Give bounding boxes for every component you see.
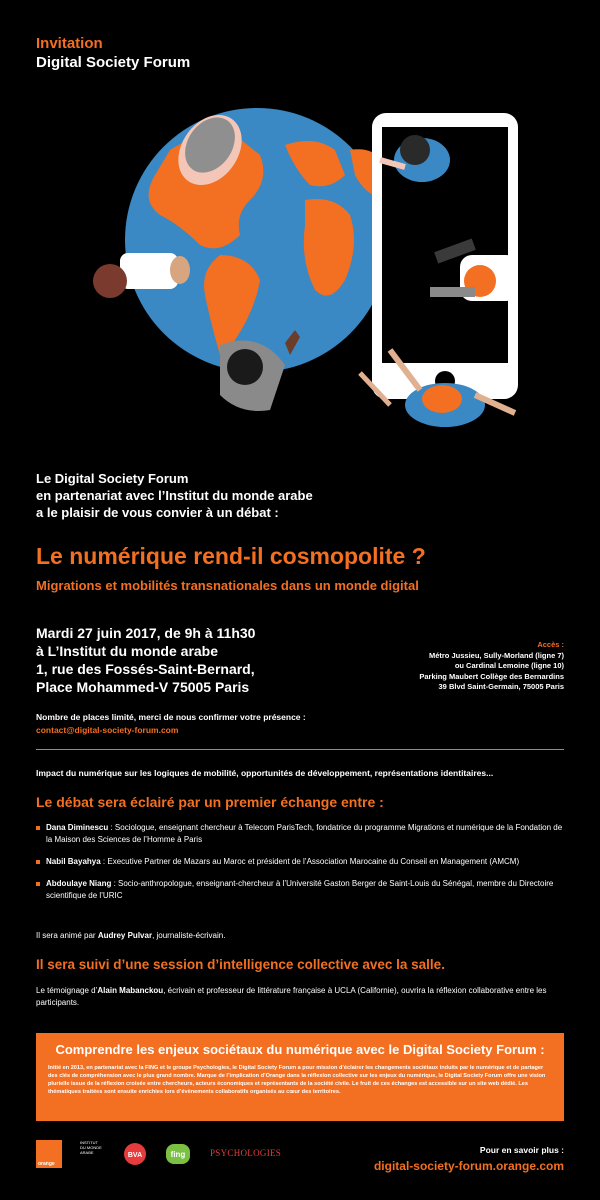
website-link[interactable]: digital-society-forum.orange.com <box>373 1159 564 1173</box>
speaker-desc: : Sociologue, enseignant chercheur à Telecom ParisTech, fondatrice du programme Migrations et numérique de la Fondation de la Maison des Sciences de l’Homme à Paris <box>46 823 563 844</box>
moderator-name: Audrey Pulvar <box>97 931 153 940</box>
event-street: 1, rue des Fossés-Saint-Bernard, <box>36 661 255 677</box>
speaker-name: Dana Diminescu <box>46 823 109 832</box>
access-info <box>419 640 564 693</box>
rsvp-email-link[interactable]: contact@digital-society-forum.com <box>36 725 179 735</box>
about-box-body: Initié en 2013, en partenariat avec la FING et le groupe Psychologies, le Digital Society Forum a pour mission d’éclairer les changements sociétaux induits par le numérique et de partager des clés de compréhension avec le plus grand nombre. Marque de l’implication d’Orange dans la réflexion collective sur les enjeux du numérique, le Digital Society Forum offre une vision plurielle issue de la réflexion croisée entre chercheurs, acteurs économiques et représentants de la société civile. Le fruit de ces échanges est accessible sur un site web dédié. Les thématiques traitées sont ensuite enrichies lors d’évènements collaboratifs organisés au cœur des territoires. <box>48 1065 546 1095</box>
speaker-item <box>36 878 566 902</box>
testimony-name: Alain Mabanckou <box>97 986 164 995</box>
event-date: Mardi 27 juin 2017, de 9h à 11h30 <box>36 625 256 641</box>
moderator-prefix: Il sera animé par <box>36 931 98 940</box>
speaker-list <box>36 822 566 912</box>
intro-line-3: a le plaisir de vous convier à un débat : <box>36 505 279 520</box>
divider <box>36 749 564 750</box>
event-subtitle: Migrations et mobilités transnationales dans un monde digital <box>36 578 419 593</box>
intro-text <box>36 470 313 521</box>
speaker-desc: : Socio-anthropologue, enseignant-chercheur à l’Université Gaston Berger de Saint-Louis du Sénégal, membre du Directoire scientifique de l’URIC <box>46 879 554 900</box>
about-box-title: Comprendre les enjeux sociétaux du numérique avec le Digital Society Forum : <box>55 1042 545 1057</box>
fing-logo <box>164 1140 192 1168</box>
bva-logo <box>122 1140 148 1168</box>
rsvp-text: Nombre de places limité, merci de nous confirmer votre présence : <box>36 712 306 722</box>
ima-logo: INSTITUT DU MONDE ARABE <box>80 1140 102 1155</box>
access-line-4: 39 Blvd Saint-Germain, 75005 Paris <box>438 682 564 691</box>
testimony-prefix: Le témoignage d’ <box>36 986 98 995</box>
orange-logo: orange <box>36 1140 62 1168</box>
impact-text: Impact du numérique sur les logiques de mobilité, opportunités de développement, représentations identitaires... <box>36 768 494 778</box>
about-box <box>36 1033 564 1121</box>
more-info <box>374 1145 564 1173</box>
debate-heading: Le débat sera éclairé par un premier échange entre : <box>36 794 384 810</box>
testimony-suffix: , écrivain et professeur de littérature française à UCLA (Californie), ouvrira la réflexion collaborative entre les participants. <box>36 986 547 1007</box>
invitation-label: Invitation <box>36 35 103 52</box>
svg-text:BVA: BVA <box>127 1152 143 1159</box>
access-line-1: Métro Jussieu, Sully-Morland (ligne 7) <box>428 650 564 660</box>
forum-name: Digital Society Forum <box>36 54 191 71</box>
speaker-item <box>36 822 566 846</box>
partner-logos <box>36 1140 316 1172</box>
event-venue: à L’Institut du monde arabe <box>36 643 219 659</box>
speaker-item <box>36 856 566 868</box>
rsvp-info <box>36 711 306 737</box>
header <box>36 34 190 72</box>
access-line-3: Parking Maubert Collège des Bernardins <box>419 671 564 681</box>
speaker-name: Abdoulaye Niang <box>46 879 112 888</box>
session-heading: Il sera suivi d’une session d’intelligence collective avec la salle. <box>36 957 445 972</box>
access-label: Accès : <box>537 640 564 649</box>
hero-illustration <box>60 105 540 440</box>
moderator-suffix: , journaliste-écrivain. <box>152 931 226 940</box>
speaker-desc: : Executive Partner de Mazars au Maroc et président de l’Association Marocaine du Conseil en Management (AMCM) <box>100 857 520 866</box>
event-place: Place Mohammed-V 75005 Paris <box>36 679 250 695</box>
globe-illustration <box>125 108 390 372</box>
more-info-label: Pour en savoir plus : <box>479 1145 564 1155</box>
speaker-name: Nabil Bayahya <box>46 857 101 866</box>
testimony-text <box>36 985 566 1009</box>
access-line-2: ou Cardinal Lemoine (ligne 10) <box>454 661 564 670</box>
intro-line-2: en partenariat avec l’Institut du monde arabe <box>36 488 313 503</box>
svg-text:fing: fing <box>170 1150 186 1159</box>
moderator-text <box>36 931 225 940</box>
psychologies-logo: PSYCHOLOGIES <box>210 1148 282 1158</box>
event-details <box>36 624 255 696</box>
event-title: Le numérique rend-il cosmopolite ? <box>36 543 426 569</box>
intro-line-1: Le Digital Society Forum <box>36 471 189 486</box>
